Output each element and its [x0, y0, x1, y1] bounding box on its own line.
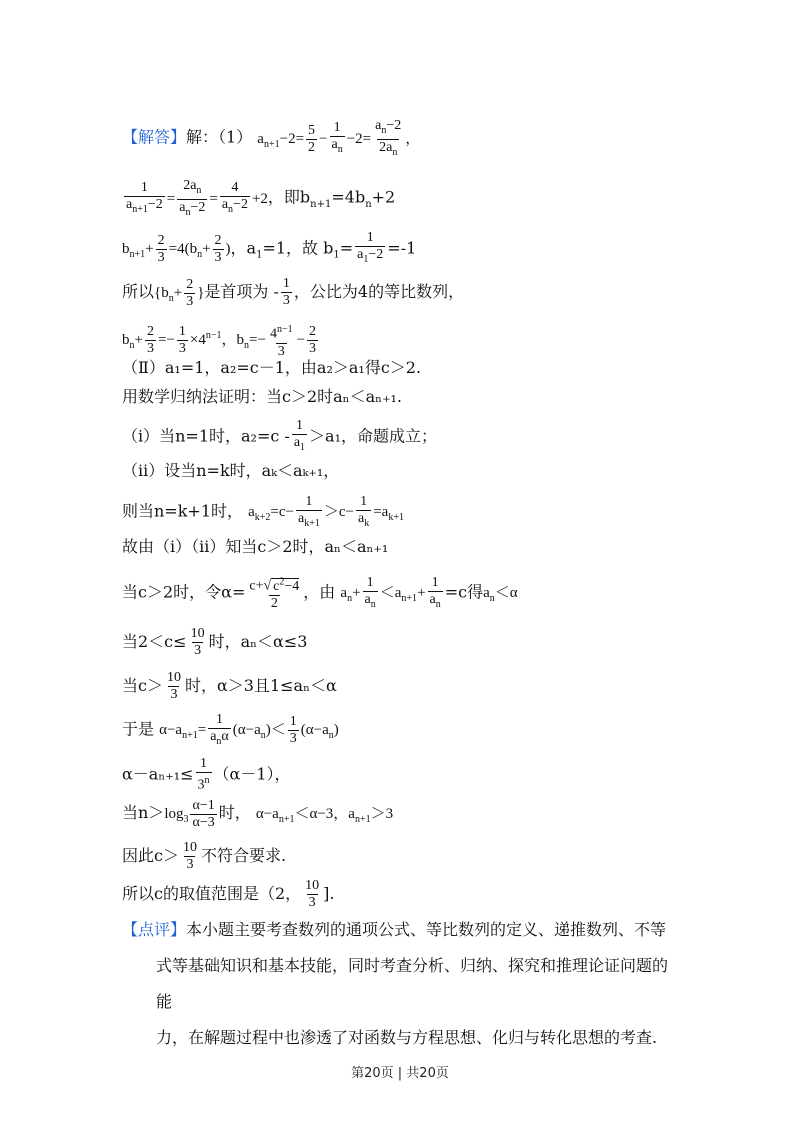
text-l17a: 当n＞ [122, 802, 165, 822]
answer-line-5 [122, 322, 320, 360]
answer-line-6: （Ⅱ）a₁=1，a₂=c－1，由a₂＞a₁得c＞2. [122, 358, 422, 377]
answer-line-15: 于是 $\alpha-a_{n+1}=$ $\frac{1}{a_n\alpha}$ $(\alpha-a_n)<$ $\frac{1}{3}$ $(\alpha-a_n)$ [122, 712, 339, 750]
answer-tag: 【解答】 [122, 127, 187, 147]
answer-line-9: （ⅱ）设当n=k时，aₖ＜aₖ₊₁， [122, 461, 340, 480]
text-l4b: 是首项为 - [204, 282, 279, 301]
answer-line-8: （ⅰ）当n=1时，a₂=c - $\frac{1}{a_1}$ ＞a₁，命题成立； [122, 418, 437, 456]
text-l16a: α－aₙ₊₁≤ [122, 764, 194, 784]
answer-intro: 解：（1） [186, 127, 253, 147]
answer-line-14: 当c＞ $\frac{10}{3}$ 时，α＞3且1≤aₙ＜α [122, 670, 337, 702]
answer-line-2: $\frac{1}{a_{n+1}-2}$ = $\frac{2a_n}{a_n-2}$ = $\frac{4}{a_n-2}$ +2，即$b_{n+1}=4b_n+2$ [122, 178, 395, 221]
text-l3c: =-1 [387, 238, 417, 258]
formula-bn: $b_{n+1}+$ $\frac{2}{3}$ $=4(b_n+$ $\frac{2}{3}$ ) [122, 233, 231, 266]
answer-line-11: 故由（ⅰ）（ⅱ）知当c＞2时，aₙ＜aₙ₊₁ [122, 537, 389, 556]
text-l15a: 于是 [122, 719, 155, 739]
answer-line-17: 当$n>\log_3$ $\frac{\alpha-1}{\alpha-3}$ 时， $\alpha-a_{n+1}<\alpha-3$，$a_{n+1}>3$ [122, 798, 394, 830]
text-l2b: =4b [331, 187, 366, 207]
answer-line-18: 因此c＞ $\frac{10}{3}$ 不符合要求. [122, 840, 287, 872]
answer-line-7: 用数学归纳法证明：当c＞2时aₙ＜aₙ₊₁. [122, 387, 403, 406]
text-l3b: =1，故 b [262, 238, 334, 258]
answer-line-19: 所以c的取值范围是（2， $\frac{10}{3}$ ]. [122, 878, 335, 910]
formula-bn-closed: $b_n+$ $\frac{2}{3}$ =− $\frac{1}{3}$ $\times 4^{n-1}$，$b_n=-$ $\frac{4^{n-1}}{3}$ − $\frac{2}{3}$ [122, 324, 317, 359]
comment-line-2: 式等基础知识和基本技能，同时考查分析、归纳、探究和推理论证问题的能 [156, 956, 669, 1011]
text-l4c: ，公比为4的等比数列， [293, 282, 465, 301]
answer-line-13: 当2＜c≤ $\frac{10}{3}$ 时，aₙ＜α≤3 [122, 626, 308, 658]
text-l19a: 所以c的取值范围是（2， [122, 884, 302, 903]
text-l13a: 当2＜c≤ [122, 632, 187, 651]
text-l3a: ，a [230, 238, 257, 258]
text-l4a: 所以 [122, 282, 155, 301]
text-l19b: ]. [323, 884, 335, 903]
answer-line-4: 所以{$b_n+$ $\frac{2}{3}$ }是首项为 - $\frac{1}{3}$ ，公比为4的等比数列， [122, 276, 465, 310]
text-l8a: （ⅰ）当n=1时，a₂=c - [122, 426, 290, 446]
text-l18a: 因此c＞ [122, 846, 179, 865]
comment-tag: 【点评】 [122, 920, 187, 939]
text-l2c: +2 [371, 187, 396, 207]
text-l10a: 则当n=k+1时， [122, 501, 243, 521]
comment-line-3: 力，在解题过程中也渗透了对函数与方程思想、化归与转化思想的考查. [156, 1028, 658, 1047]
text-l16b: （α－1）， [213, 764, 291, 784]
answer-line-12: 当c＞2时，令α= $\frac{c+√ c^2-4}{2}$ ，由 $a_n+$ $\frac{1}{a_n}$ $<a_{n+1}+$ $\frac{1}{a_n}$ =c得$a_n<\alpha$ [122, 574, 518, 613]
comment-paragraph [122, 912, 682, 1056]
comment-line-1: 本小题主要考查数列的通项公式、等比数列的定义、递推数列、不等 [186, 920, 667, 939]
text-l12a: 当c＞2时，令α= [122, 582, 246, 602]
text-l8b: ＞a₁，命题成立； [309, 426, 438, 446]
formula-reciprocal: $\frac{1}{a_{n+1}-2}$ = $\frac{2a_n}{a_n-2}$ = $\frac{4}{a_n-2}$ +2 [122, 191, 268, 207]
text-l14a: 当c＞ [122, 676, 163, 695]
page-footer: 第20页 | 共20页 [351, 1066, 449, 1081]
text-l18b: 不符合要求. [200, 846, 287, 865]
answer-line-3: $b_{n+1}+$ $\frac{2}{3}$ $=4(b_n+$ $\frac{2}{3}$ )，$a_1=1$，故 $b_1=$ $\frac{1}{a_1-2}$ =-1 [122, 230, 416, 268]
formula-recurrence: $a_{n+1}-2=$ $\frac{5}{2}$ − $\frac{1}{a_n}$ −2= $\frac{a_n-2}{2a_n}$ ， [257, 131, 420, 147]
text-l14b: 时，α＞3且1≤aₙ＜α [184, 676, 337, 695]
answer-line-10 [122, 494, 404, 532]
answer-line-16: α－aₙ₊₁≤ $\frac{1}{3^n}$ （α－1）， [122, 756, 291, 793]
answer-line-1 [122, 118, 420, 161]
text-l13b: 时，aₙ＜α≤3 [208, 632, 308, 651]
formula-induction: $a_{k+2}=c-$ $\frac{1}{a_{k+1}}$ ＞c− $\frac{1}{a_k}$ $=a_{k+1}$ [248, 504, 404, 520]
text-l12c: =c得 [444, 582, 484, 602]
text-l2a: ，即b [267, 187, 311, 207]
text-l12b: ，由 [303, 582, 336, 602]
text-l17b: 时， [218, 802, 251, 822]
